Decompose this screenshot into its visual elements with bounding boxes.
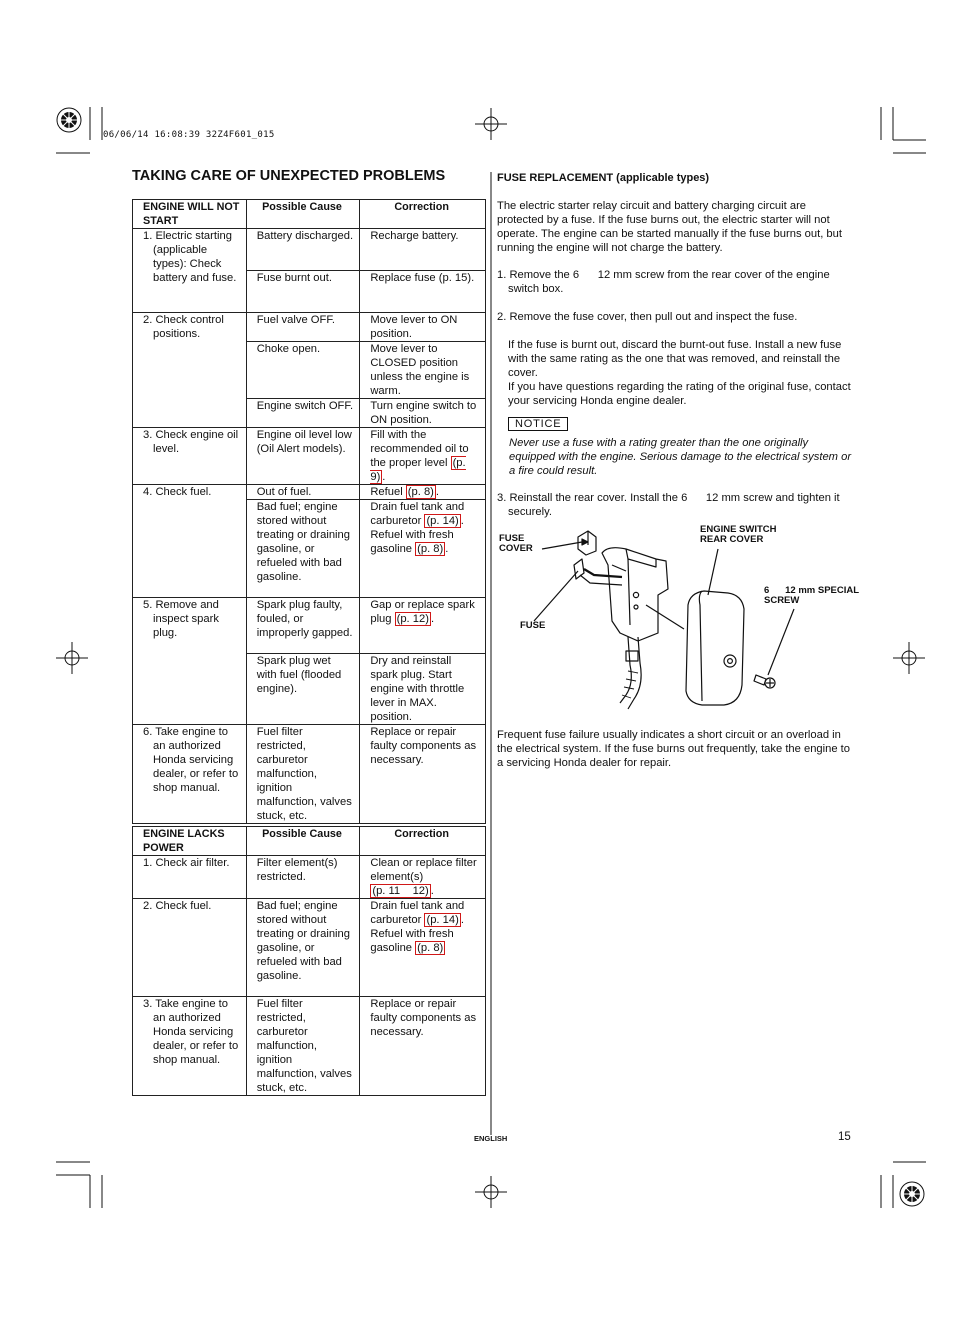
table-correction: Refuel (p. 8) . (360, 485, 486, 500)
fuse-rating-question-note: If you have questions regarding the rating of the original fuse, contact your servicing Honda engine dealer. (508, 381, 851, 407)
table-correction: Drain fuel tank and carburetor (p. 14) . Refuel with fresh gasoline (p. 8) (360, 899, 486, 997)
table1-header-symptom: ENGINE WILL NOT START (133, 200, 247, 229)
footer-language: ENGLISH (474, 1134, 508, 1143)
table-correction: Move lever to CLOSED position unless the engine is warm. (360, 342, 486, 399)
page-reference-link[interactable]: (p. 14) (426, 515, 459, 527)
table-correction: Clean or replace filter element(s) (p. 11 12) . (360, 856, 486, 899)
fuse-step-2: 2. Remove the fuse cover, then pull out and inspect the fuse. (497, 311, 798, 323)
table2-header-symptom: ENGINE LACKS POWER (133, 827, 247, 856)
fuse-footer-paragraph: Frequent fuse failure usually indicates a short circuit or an overload in the electrical system. If the fuse burns out frequently, take the engine to a servicing Honda dealer for repair. (497, 729, 851, 769)
table-cause: Fuel valve OFF. (246, 313, 360, 342)
page-reference-link[interactable]: (p. 14) (426, 914, 459, 926)
table-step: 1. Electric starting (applicable types): Check battery and fuse. (133, 229, 247, 313)
table1-header-cause: Possible Cause (246, 200, 360, 229)
fuse-step-3: 3. Reinstall the rear cover. Install the 6 12 mm screw and tighten it securely. (497, 492, 843, 518)
table-cause: Bad fuel; engine stored without treating or draining gasoline, or refueled with bad gasoline. (246, 899, 360, 997)
page-number: 15 (838, 1131, 851, 1143)
page-reference-link[interactable]: (p. 9) (370, 457, 466, 483)
page-reference-link[interactable]: (p. 8) (417, 942, 444, 954)
table-cause: Fuel filter restricted, carburetor malfunction, ignition malfunction, valves stuck, etc. (246, 725, 360, 824)
fuse-replacement-diagram (530, 525, 830, 720)
table-cause: Spark plug faulty, fouled, or improperly gapped. (246, 598, 360, 654)
table-step: 1. Check air filter. (133, 856, 247, 899)
registration-target-bottom-right (900, 1182, 924, 1206)
table-cause: Out of fuel. (246, 485, 360, 500)
table-correction: Replace or repair faulty components as necessary. (360, 725, 486, 824)
table-cause: Fuse burnt out. (246, 271, 360, 313)
table-correction: Move lever to ON position. (360, 313, 486, 342)
table-step: 3. Take engine to an authorized Honda servicing dealer, or refer to shop manual. (133, 997, 247, 1096)
table-cause: Engine switch OFF. (246, 399, 360, 428)
burnt-fuse-note: If the fuse is burnt out, discard the burnt-out fuse. Install a new fuse with the same rating as the one that was removed, and reinstall the cover. (508, 339, 842, 379)
label-engine-switch-rear-cover: ENGINE SWITCH REAR COVER (700, 524, 777, 545)
fuse-step-1: 1. Remove the 6 12 mm screw from the rear cover of the engine switch box. (497, 269, 833, 295)
page-reference-link[interactable]: (p. 11 12) (372, 885, 429, 897)
fuse-intro-paragraph: The electric starter relay circuit and battery charging circuit are protected by a fuse. If the fuse burns out, the electric starter will not operate. The engine can be started manually if the fuse burns out, but running the engine will not charge the battery. (497, 200, 842, 254)
table-correction: Replace or repair faulty components as necessary. (360, 997, 486, 1096)
page-title: TAKING CARE OF UNEXPECTED PROBLEMS (132, 168, 446, 184)
page-reference-link[interactable]: (p. 12) (396, 613, 429, 625)
table-correction: Dry and reinstall spark plug. Start engine with throttle lever in MAX. position. (360, 654, 486, 725)
table-correction: Replace fuse (p. 15). (360, 271, 486, 313)
engine-lacks-power-table (132, 826, 486, 1096)
label-fuse-cover: FUSE COVER (499, 533, 533, 554)
table-step: 4. Check fuel. (133, 485, 247, 598)
table-cause: Spark plug wet with fuel (flooded engine). (246, 654, 360, 725)
table-cause: Engine oil level low (Oil Alert models). (246, 428, 360, 485)
table-correction: Gap or replace spark plug (p. 12) . (360, 598, 486, 654)
label-fuse: FUSE (520, 620, 546, 631)
notice-text: Never use a fuse with a rating greater than the one originally equipped with the engine. Serious damage to the electrical system or a fire could result. (509, 437, 852, 477)
table-correction: Fill with the recommended oil to the proper level (p. 9) . (360, 428, 486, 485)
table-cause: Battery discharged. (246, 229, 360, 271)
notice-label: NOTICE (508, 417, 568, 431)
page-reference-link[interactable]: (p. 8) (407, 486, 434, 498)
table-step: 5. Remove and inspect spark plug. (133, 598, 247, 725)
table-cause: Bad fuel; engine stored without treating or draining gasoline, or refueled with bad gasoline. (246, 500, 360, 598)
table-correction: Turn engine switch to ON position. (360, 399, 486, 428)
table-step: 6. Take engine to an authorized Honda servicing dealer, or refer to shop manual. (133, 725, 247, 824)
table-correction: Recharge battery. (360, 229, 486, 271)
table2-header-correction: Correction (360, 827, 486, 856)
table-cause: Choke open. (246, 342, 360, 399)
table-cause: Fuel filter restricted, carburetor malfunction, ignition malfunction, valves stuck, etc. (246, 997, 360, 1096)
table-step: 2. Check fuel. (133, 899, 247, 997)
registration-target-top-left (57, 108, 81, 132)
table-correction: Drain fuel tank and carburetor (p. 14) . Refuel with fresh gasoline (p. 8) . (360, 500, 486, 598)
table-cause: Filter element(s) restricted. (246, 856, 360, 899)
table1-header-correction: Correction (360, 200, 486, 229)
page-reference-link[interactable]: (p. 8) (417, 543, 444, 555)
label-special-screw: 6 12 mm SPECIAL SCREW (764, 585, 862, 606)
table-step: 2. Check control positions. (133, 313, 247, 428)
print-stamp: 06/06/14 16:08:39 32Z4F601_015 (103, 130, 275, 140)
engine-will-not-start-table (132, 199, 486, 824)
table2-header-cause: Possible Cause (246, 827, 360, 856)
fuse-section-heading: FUSE REPLACEMENT (applicable types) (497, 172, 710, 184)
table-step: 3. Check engine oil level. (133, 428, 247, 485)
